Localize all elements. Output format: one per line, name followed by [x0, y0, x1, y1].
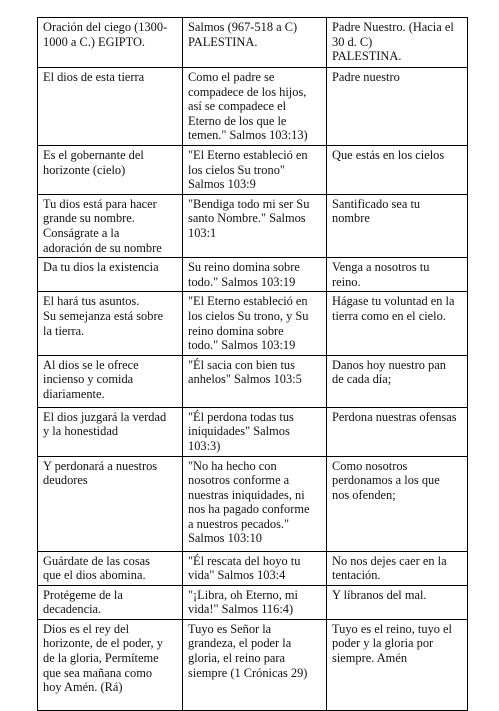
table-row: [38, 292, 468, 355]
table-row: [38, 194, 468, 257]
egypt-cell: [38, 355, 183, 407]
cell-text: Como el padre se compadece de los hijos, así se compadece el Eterno de los que le temen." Salmos 103:13): [188, 70, 308, 143]
cell-text: El hará tus asuntos. Su semejanza está sobre la tierra.: [43, 294, 164, 338]
egypt-cell: [38, 68, 183, 146]
egypt-cell: [38, 551, 183, 585]
table-header-row: [38, 18, 468, 68]
cell-text: Tuyo es el reino, tuyo el poder y la gloria por siempre. Amén: [332, 621, 452, 666]
psalms-cell: [183, 407, 327, 456]
cell-text: Protégeme de la decadencia.: [43, 587, 123, 617]
cell-text: Dios es el rey del horizonte, de el poder, y de la gloria, Permíteme que sea mañana como hoy Amén. (Rá): [43, 621, 163, 695]
egypt-cell: [38, 292, 183, 355]
cell-text: Tuyo es Señor la grandeza, el poder la gloria, el reino para siempre (1 Crónicas 29): [188, 621, 308, 680]
table-row: [38, 585, 468, 619]
cell-text: Venga a nosotros tu reino.: [332, 260, 430, 289]
egypt-cell: [38, 619, 183, 710]
cell-text: Danos hoy nuestro pan de cada día;: [332, 357, 446, 387]
cell-text: Es el gobernante del horizonte (cielo): [43, 148, 144, 177]
psalms-cell: [183, 585, 327, 619]
lords-prayer-cell: [327, 68, 468, 146]
lords-prayer-cell: [327, 551, 468, 585]
table-row: [38, 258, 468, 292]
table-row: [38, 456, 468, 551]
table-row: [38, 68, 468, 146]
psalms-cell: [183, 619, 327, 710]
cell-text: "No ha hecho con nosotros conforme a nuestras iniquidades, ni nos ha pagado conforme a nuestros pecados." Salmos 103:10: [188, 458, 310, 546]
table-row: [38, 551, 468, 585]
cell-text: Al dios se le ofrece incienso y comida diariamente.: [43, 357, 139, 401]
cell-text: "¡Libra, oh Eterno, mi vida!" Salmos 116:4): [188, 587, 299, 617]
egypt-cell: [38, 456, 183, 551]
header-psalms: [183, 18, 327, 68]
lords-prayer-cell: [327, 585, 468, 619]
comparison-table: [37, 17, 468, 711]
egypt-cell: [38, 146, 183, 195]
lords-prayer-cell: [327, 407, 468, 456]
cell-text: Y líbranos del mal.: [332, 587, 427, 602]
lords-prayer-cell: [327, 456, 468, 551]
psalms-cell: [183, 355, 327, 407]
header-egypt: [38, 18, 183, 68]
cell-text: No nos dejes caer en la tentación.: [332, 553, 447, 583]
table-row: [38, 407, 468, 456]
psalms-cell: [183, 194, 327, 257]
header-lords-prayer: [327, 18, 468, 68]
lords-prayer-cell: [327, 619, 468, 710]
egypt-cell: [38, 194, 183, 257]
header-cell-text: Salmos (967-518 a C) PALESTINA.: [188, 20, 298, 49]
lords-prayer-cell: [327, 146, 468, 195]
cell-text: El dios de esta tierra: [43, 70, 145, 84]
lords-prayer-cell: [327, 355, 468, 407]
table-row: [38, 355, 468, 407]
egypt-cell: [38, 407, 183, 456]
header-cell-text: Padre Nuestro. (Hacia el 30 d. C) PALESTINA.: [332, 20, 454, 64]
cell-text: "Bendiga todo mi ser Su santo Nombre." Salmos 103:1: [188, 196, 310, 240]
cell-text: Su reino domina sobre todo." Salmos 103:19: [188, 260, 300, 289]
cell-text: Da tu dios la existencia: [43, 260, 159, 275]
psalms-cell: [183, 146, 327, 195]
cell-text: "El Eterno estableció en los cielos Su trono, y Su reino domina sobre todo." Salmos 103:19: [188, 294, 309, 353]
egypt-cell: [38, 258, 183, 292]
cell-text: El dios juzgará la verdad y la honestidad: [43, 409, 167, 439]
cell-text: Hágase tu voluntad en la tierra como en el cielo.: [332, 294, 455, 323]
cell-text: Santificado sea tu nombre: [332, 196, 421, 226]
cell-text: Como nosotros perdonamos a los que nos ofenden;: [332, 458, 440, 502]
lords-prayer-cell: [327, 292, 468, 355]
psalms-cell: [183, 258, 327, 292]
psalms-cell: [183, 456, 327, 551]
cell-text: Y perdonará a nuestros deudores: [43, 458, 158, 488]
cell-text: Tu dios está para hacer grande su nombre. Conságrate a la adoración de su nombre: [43, 196, 162, 255]
cell-text: "Él rescata del hoyo tu vida" Salmos 103:4: [188, 553, 301, 583]
cell-text: "El Eterno estableció en los cielos Su trono" Salmos 103:9: [188, 148, 308, 192]
lords-prayer-cell: [327, 194, 468, 257]
egypt-cell: [38, 585, 183, 619]
psalms-cell: [183, 292, 327, 355]
cell-text: Perdona nuestras ofensas: [332, 409, 457, 424]
table-row: [38, 146, 468, 195]
cell-text: Guárdate de las cosas que el dios abomina.: [43, 553, 150, 583]
cell-text: Padre nuestro: [332, 70, 400, 84]
table-row: [38, 619, 468, 710]
psalms-cell: [183, 551, 327, 585]
lords-prayer-cell: [327, 258, 468, 292]
cell-text: Que estás en los cielos: [332, 148, 445, 162]
table-body: [38, 18, 468, 711]
cell-text: "Él perdona todas tus iniquidades" Salmos 103:3): [188, 409, 294, 453]
psalms-cell: [183, 68, 327, 146]
cell-text: "Él sacia con bien tus anhelos" Salmos 103:5: [188, 357, 302, 387]
header-cell-text: Oración del ciego (1300- 1000 a C.) EGIPTO.: [43, 20, 168, 49]
